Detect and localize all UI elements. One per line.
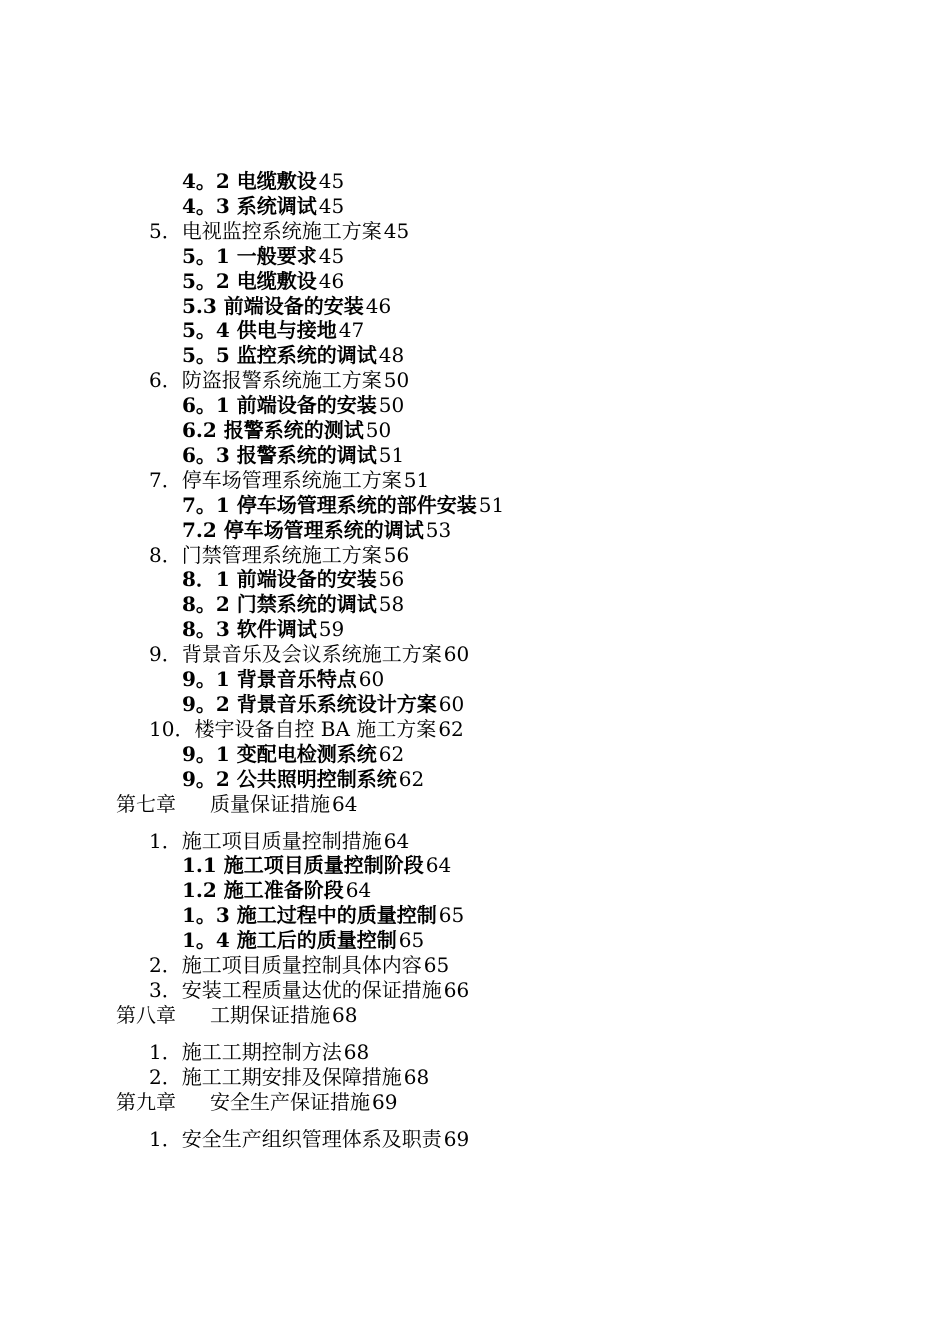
toc-entry-chapter[interactable]	[116, 1003, 357, 1027]
entry-title: 8。2 门禁系统的调试	[182, 592, 377, 617]
entry-title: 5。4 供电与接地	[182, 318, 337, 343]
page-number: 50	[378, 393, 405, 418]
toc-entry-section[interactable]	[149, 468, 429, 492]
page-number: 47	[338, 318, 365, 343]
toc-entry-sub[interactable]	[182, 903, 464, 927]
page-number: 45	[318, 193, 345, 218]
entry-title: 6．防盗报警系统施工方案	[149, 368, 382, 393]
page-number: 62	[378, 741, 405, 766]
page-number: 59	[318, 617, 345, 642]
entry-title: 9。1 变配电检测系统	[182, 741, 377, 766]
toc-entry-sub[interactable]	[182, 742, 404, 766]
page-number: 69	[372, 1089, 398, 1114]
toc-entry-section[interactable]	[149, 829, 409, 853]
toc-entry-section[interactable]	[149, 1040, 369, 1064]
entry-title: 1．施工工期控制方法	[149, 1039, 342, 1064]
entry-title: 6.2 报警系统的测试	[182, 418, 364, 442]
entry-title: 1．安全生产组织管理体系及职责	[149, 1126, 442, 1151]
page-number: 51	[403, 467, 430, 492]
entry-title: 2．施工工期安排及保障措施	[149, 1064, 402, 1089]
toc-entry-section[interactable]	[149, 953, 449, 977]
page-number: 56	[383, 542, 410, 567]
toc-entry-sub[interactable]	[182, 518, 451, 542]
entry-title: 9．背景音乐及会议系统施工方案	[149, 642, 442, 667]
entry-title: 1。3 施工过程中的质量控制	[182, 903, 437, 928]
toc-entry-section[interactable]	[149, 717, 464, 741]
entry-title: 7.2 停车场管理系统的调试	[182, 517, 424, 542]
page-number: 53	[425, 517, 452, 542]
entry-title: 5.3 前端设备的安装	[182, 293, 364, 318]
toc-entry-sub[interactable]	[182, 194, 344, 218]
entry-title: 8．1 前端设备的安装	[182, 567, 377, 592]
page-number: 66	[443, 977, 470, 1002]
page-number: 60	[443, 642, 470, 667]
entry-title: 1.1 施工项目质量控制阶段	[182, 853, 424, 878]
toc-entry-section[interactable]	[149, 642, 469, 666]
entry-title: 1．施工项目质量控制措施	[149, 828, 382, 853]
entry-title: 3．安装工程质量达优的保证措施	[149, 977, 442, 1002]
page-number: 64	[383, 828, 410, 853]
toc-entry-sub[interactable]	[182, 343, 404, 367]
page-number: 64	[345, 878, 372, 903]
page-number: 64	[332, 791, 358, 816]
toc-entry-section[interactable]	[149, 543, 409, 567]
entry-title: 6。3 报警系统的调试	[182, 442, 377, 467]
page-number: 45	[318, 243, 345, 268]
chapter-number: 第八章	[116, 1002, 176, 1027]
toc-entry-sub[interactable]	[182, 592, 404, 616]
entry-title: 9。2 背景音乐系统设计方案	[182, 691, 437, 716]
toc-entry-sub[interactable]	[182, 318, 364, 342]
toc-entry-section[interactable]	[149, 978, 469, 1002]
entry-title: 9。2 公共照明控制系统	[182, 766, 397, 791]
page-number: 50	[365, 418, 392, 442]
page-number: 62	[398, 766, 425, 791]
chapter-number: 第九章	[116, 1089, 176, 1114]
toc-entry-section[interactable]	[149, 219, 409, 243]
toc-entry-section[interactable]	[149, 1065, 429, 1089]
page-number: 50	[383, 368, 410, 393]
page-number: 65	[423, 953, 450, 977]
entry-title: 4。2 电缆敷设	[182, 169, 317, 193]
toc-entry-sub[interactable]	[182, 617, 344, 641]
page-number: 60	[438, 691, 465, 716]
page-number: 69	[443, 1126, 470, 1151]
entry-title: 7．停车场管理系统施工方案	[149, 467, 402, 492]
entry-title: 6。1 前端设备的安装	[182, 393, 377, 418]
page-number: 58	[378, 592, 405, 617]
page-number: 51	[378, 442, 405, 467]
page-number: 45	[318, 169, 345, 193]
toc-entry-sub[interactable]	[182, 767, 424, 791]
toc-entry-sub[interactable]	[182, 418, 391, 442]
page-number: 68	[343, 1039, 370, 1064]
page-number: 68	[332, 1002, 358, 1027]
toc-entry-sub[interactable]	[182, 692, 464, 716]
entry-title: 工期保证措施	[210, 1002, 330, 1027]
page-number: 48	[378, 343, 405, 368]
entry-title: 4。3 系统调试	[182, 193, 317, 218]
page-number: 45	[383, 218, 410, 243]
toc-entry-chapter[interactable]	[116, 792, 357, 816]
entry-title: 1。4 施工后的质量控制	[182, 928, 397, 953]
page-number: 64	[425, 853, 452, 878]
toc-entry-sub[interactable]	[182, 493, 504, 517]
page-number: 46	[365, 293, 392, 318]
toc-entry-sub[interactable]	[182, 393, 404, 417]
entry-title: 5。1 一般要求	[182, 243, 317, 268]
entry-title: 质量保证措施	[210, 791, 330, 816]
page-number: 51	[478, 492, 505, 517]
toc-entry-sub[interactable]	[182, 294, 391, 318]
entry-title: 8．门禁管理系统施工方案	[149, 542, 382, 567]
toc-entry-sub[interactable]	[182, 244, 344, 268]
page-number: 60	[358, 667, 385, 691]
entry-title: 7。1 停车场管理系统的部件安装	[182, 492, 477, 517]
chapter-number: 第七章	[116, 791, 176, 816]
entry-title: 5。5 监控系统的调试	[182, 343, 377, 368]
entry-title: 1.2 施工准备阶段	[182, 878, 344, 903]
entry-title: 5。2 电缆敷设	[182, 268, 317, 293]
toc-entry-sub[interactable]	[182, 667, 384, 691]
page-number: 65	[438, 903, 465, 928]
entry-title: 10．楼宇设备自控 BA 施工方案	[149, 716, 437, 741]
toc-entry-sub[interactable]	[182, 878, 371, 902]
toc-entry-sub[interactable]	[182, 928, 424, 952]
toc-entry-sub[interactable]	[182, 269, 344, 293]
page-number: 65	[398, 928, 425, 953]
toc-entry-section[interactable]	[149, 1127, 469, 1151]
entry-title: 2．施工项目质量控制具体内容	[149, 953, 422, 977]
entry-title: 安全生产保证措施	[210, 1089, 370, 1114]
toc-entry-sub[interactable]	[182, 169, 344, 193]
toc-entry-section[interactable]	[149, 368, 409, 392]
page-number: 68	[403, 1064, 430, 1089]
entry-title: 8。3 软件调试	[182, 617, 317, 642]
entry-title: 9。1 背景音乐特点	[182, 667, 357, 691]
toc-entry-sub[interactable]	[182, 853, 451, 877]
entry-title: 5．电视监控系统施工方案	[149, 218, 382, 243]
toc-entry-chapter[interactable]	[116, 1090, 397, 1114]
page-number: 56	[378, 567, 405, 592]
toc-entry-sub[interactable]	[182, 443, 404, 467]
page-number: 62	[438, 716, 464, 741]
toc-entry-sub[interactable]	[182, 567, 404, 591]
page-number: 46	[318, 268, 345, 293]
